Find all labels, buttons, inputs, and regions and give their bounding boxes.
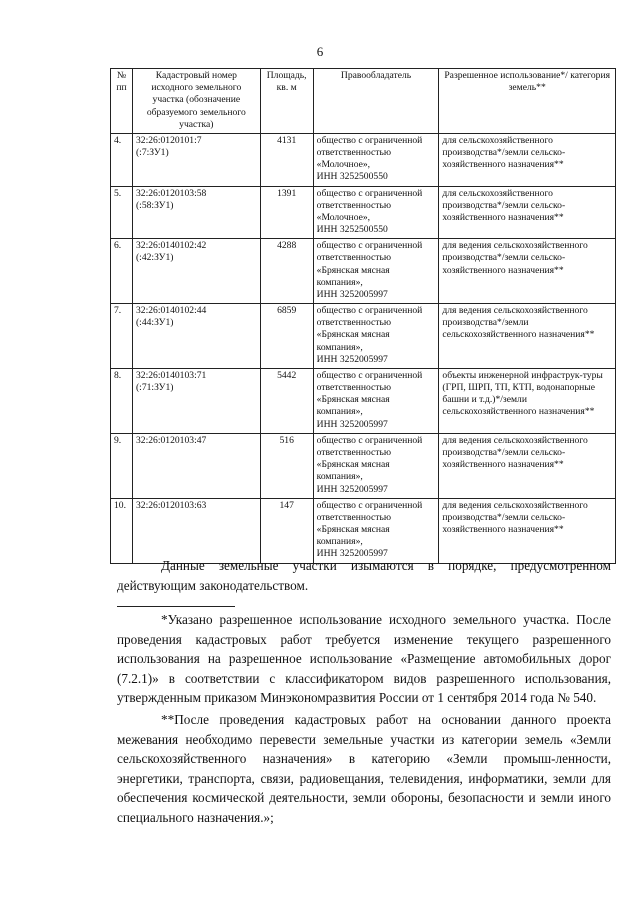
cell-use: для ведения сельскохозяйственного производства*/земли сельско-хозяйственного назначения** (439, 239, 616, 304)
cell-cadastral: 32:26:0140102:42 (:42:ЗУ1) (132, 239, 260, 304)
table-row (111, 239, 616, 304)
cell-use: для сельскохозяйственного производства*/земли сельско-хозяйственного назначения** (439, 133, 616, 186)
cell-use: для ведения сельскохозяйственного производства*/земли сельскохозяйственного назначения** (439, 304, 616, 369)
cell-cadastral: 32:26:0120103:47 (132, 433, 260, 498)
main-paragraph: Данные земельные участки изымаются в порядке, предусмотренном действующим законодательством. (117, 558, 611, 593)
cell-num: 8. (111, 368, 133, 433)
cell-num: 10. (111, 498, 133, 563)
cell-area: 5442 (260, 368, 313, 433)
header-cadastral: Кадастровый номер исходного земельного участка (обозначение образуемого земельного участка) (132, 69, 260, 134)
land-plots-table (110, 68, 616, 564)
header-use: Разрешенное использование*/ категория земель** (439, 69, 616, 134)
cell-area: 516 (260, 433, 313, 498)
cell-owner: общество с ограниченной ответственностью «Молочное», ИНН 3252500550 (313, 186, 439, 239)
table-row (111, 186, 616, 239)
footnote-1: *Указано разрешенное использование исходного земельного участка. После проведения кадастровых работ требуется изменение текущего разрешенного использования на разрешенное использование «Размещение автомобильных дорог (7.2.1)» в соответствии с классификатором видов разрешенного использования, утвержденным приказом Минэкономразвития России от 1 сентября 2014 года № 540. (117, 612, 611, 705)
cell-owner: общество с ограниченной ответственностью «Брянская мясная компания», ИНН 3252005997 (313, 304, 439, 369)
page-number: 6 (316, 44, 324, 59)
cell-use: для ведения сельскохозяйственного производства*/земли сельско-хозяйственного назначения** (439, 433, 616, 498)
footnote-2: **После проведения кадастровых работ на основании данного проекта межевания необходимо перевести земельные участки из категории земель «Земли сельскохозяйственного назначения» в категорию «Земли промыш-ленности, энергетики, транспорта, связи, радиовещания, телевидения, информатики, земли для обеспечения космической деятельности, земли обороны, безопасности и земли иного специального назначения.»; (117, 712, 611, 825)
header-owner: Правообладатель (313, 69, 439, 134)
table-header-row (111, 69, 616, 134)
table-row (111, 498, 616, 563)
cell-area: 4288 (260, 239, 313, 304)
cell-owner: общество с ограниченной ответственностью «Брянская мясная компания», ИНН 3252005997 (313, 433, 439, 498)
cell-cadastral: 32:26:0120101:7 (:7:ЗУ1) (132, 133, 260, 186)
cell-num: 4. (111, 133, 133, 186)
table-row (111, 304, 616, 369)
cell-owner: общество с ограниченной ответственностью «Брянская мясная компания», ИНН 3252005997 (313, 239, 439, 304)
cell-use: объекты инженерной инфраструк-туры (ГРП, ШРП, ТП, КТП, водонапорные башни и т.д.)*/земли сельскохозяйственного назначения** (439, 368, 616, 433)
cell-use: для ведения сельскохозяйственного производства*/земли сельско-хозяйственного назначения** (439, 498, 616, 563)
cell-area: 147 (260, 498, 313, 563)
cell-owner: общество с ограниченной ответственностью «Молочное», ИНН 3252500550 (313, 133, 439, 186)
cell-area: 4131 (260, 133, 313, 186)
cell-cadastral: 32:26:0120103:63 (132, 498, 260, 563)
cell-num: 9. (111, 433, 133, 498)
cell-cadastral: 32:26:0140103:71 (:71:ЗУ1) (132, 368, 260, 433)
cell-num: 5. (111, 186, 133, 239)
table-row (111, 433, 616, 498)
cell-use: для сельскохозяйственного производства*/земли сельско-хозяйственного назначения** (439, 186, 616, 239)
cell-cadastral: 32:26:0140102:44 (:44:ЗУ1) (132, 304, 260, 369)
cell-owner: общество с ограниченной ответственностью «Брянская мясная компания», ИНН 3252005997 (313, 498, 439, 563)
cell-cadastral: 32:26:0120103:58 (:58:ЗУ1) (132, 186, 260, 239)
cell-num: 6. (111, 239, 133, 304)
cell-area: 6859 (260, 304, 313, 369)
footnote-separator (117, 606, 235, 607)
table-row (111, 133, 616, 186)
table-row (111, 368, 616, 433)
header-num: № пп (111, 69, 133, 134)
cell-owner: общество с ограниченной ответственностью «Брянская мясная компания», ИНН 3252005997 (313, 368, 439, 433)
header-area: Площадь, кв. м (260, 69, 313, 134)
cell-area: 1391 (260, 186, 313, 239)
cell-num: 7. (111, 304, 133, 369)
